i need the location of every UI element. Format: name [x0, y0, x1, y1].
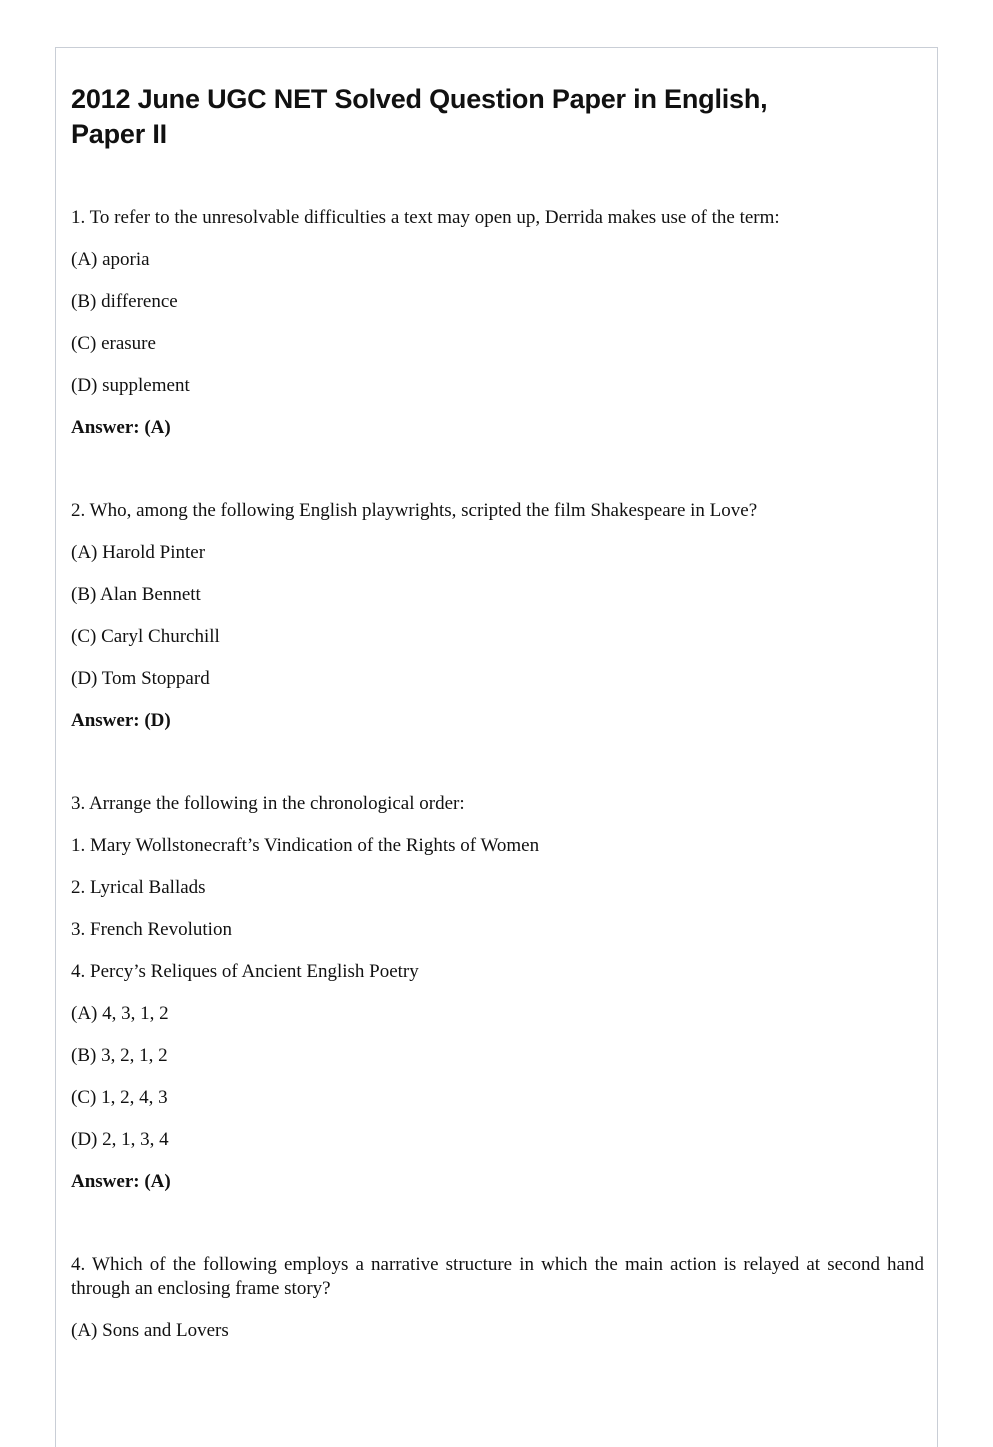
- option-a: (A) 4, 3, 1, 2: [71, 1003, 169, 1024]
- question-1: [71, 206, 924, 440]
- option-d: (D) Tom Stoppard: [71, 668, 210, 689]
- answer-label: Answer: (D): [71, 710, 171, 731]
- question-3: [71, 792, 924, 1194]
- answer-label: Answer: (A): [71, 1171, 171, 1192]
- title-line-2: Paper II: [71, 119, 167, 149]
- title-line-1: 2012 June UGC NET Solved Question Paper in English,: [71, 84, 768, 114]
- option-c: (C) Caryl Churchill: [71, 626, 220, 647]
- option-d: (D) 2, 1, 3, 4: [71, 1129, 169, 1150]
- option-c: (C) 1, 2, 4, 3: [71, 1087, 168, 1108]
- option-d: (D) supplement: [71, 375, 190, 396]
- document-content: [71, 82, 924, 1361]
- option-b: (B) 3, 2, 1, 2: [71, 1045, 168, 1066]
- answer-label: Answer: (A): [71, 417, 171, 438]
- spacer: [71, 458, 924, 499]
- question-2: [71, 499, 924, 733]
- list-item-4: 4. Percy’s Reliques of Ancient English Poetry: [71, 961, 419, 982]
- question-text: 3. Arrange the following in the chronological order:: [71, 793, 465, 814]
- spacer: [71, 751, 924, 792]
- list-item-3: 3. French Revolution: [71, 919, 232, 940]
- question-text: 1. To refer to the unresolvable difficulties a text may open up, Derrida makes use of the term:: [71, 207, 780, 228]
- list-item-1: 1. Mary Wollstonecraft’s Vindication of the Rights of Women: [71, 835, 540, 856]
- document-page: [55, 47, 938, 1447]
- question-4: [71, 1253, 924, 1343]
- spacer: [71, 1212, 924, 1253]
- option-b: (B) Alan Bennett: [71, 584, 201, 605]
- option-b: (B) difference: [71, 291, 178, 312]
- option-c: (C) erasure: [71, 333, 156, 354]
- list-item-2: 2. Lyrical Ballads: [71, 877, 206, 898]
- option-a: (A) aporia: [71, 249, 150, 270]
- question-text: 4. Which of the following employs a narrative structure in which the main action is relayed at second hand through an enclosing frame story?: [71, 1254, 924, 1299]
- question-text: 2. Who, among the following English playwrights, scripted the film Shakespeare in Love?: [71, 500, 758, 521]
- page-title: [71, 82, 924, 152]
- option-a: (A) Harold Pinter: [71, 542, 206, 563]
- option-a: (A) Sons and Lovers: [71, 1320, 229, 1341]
